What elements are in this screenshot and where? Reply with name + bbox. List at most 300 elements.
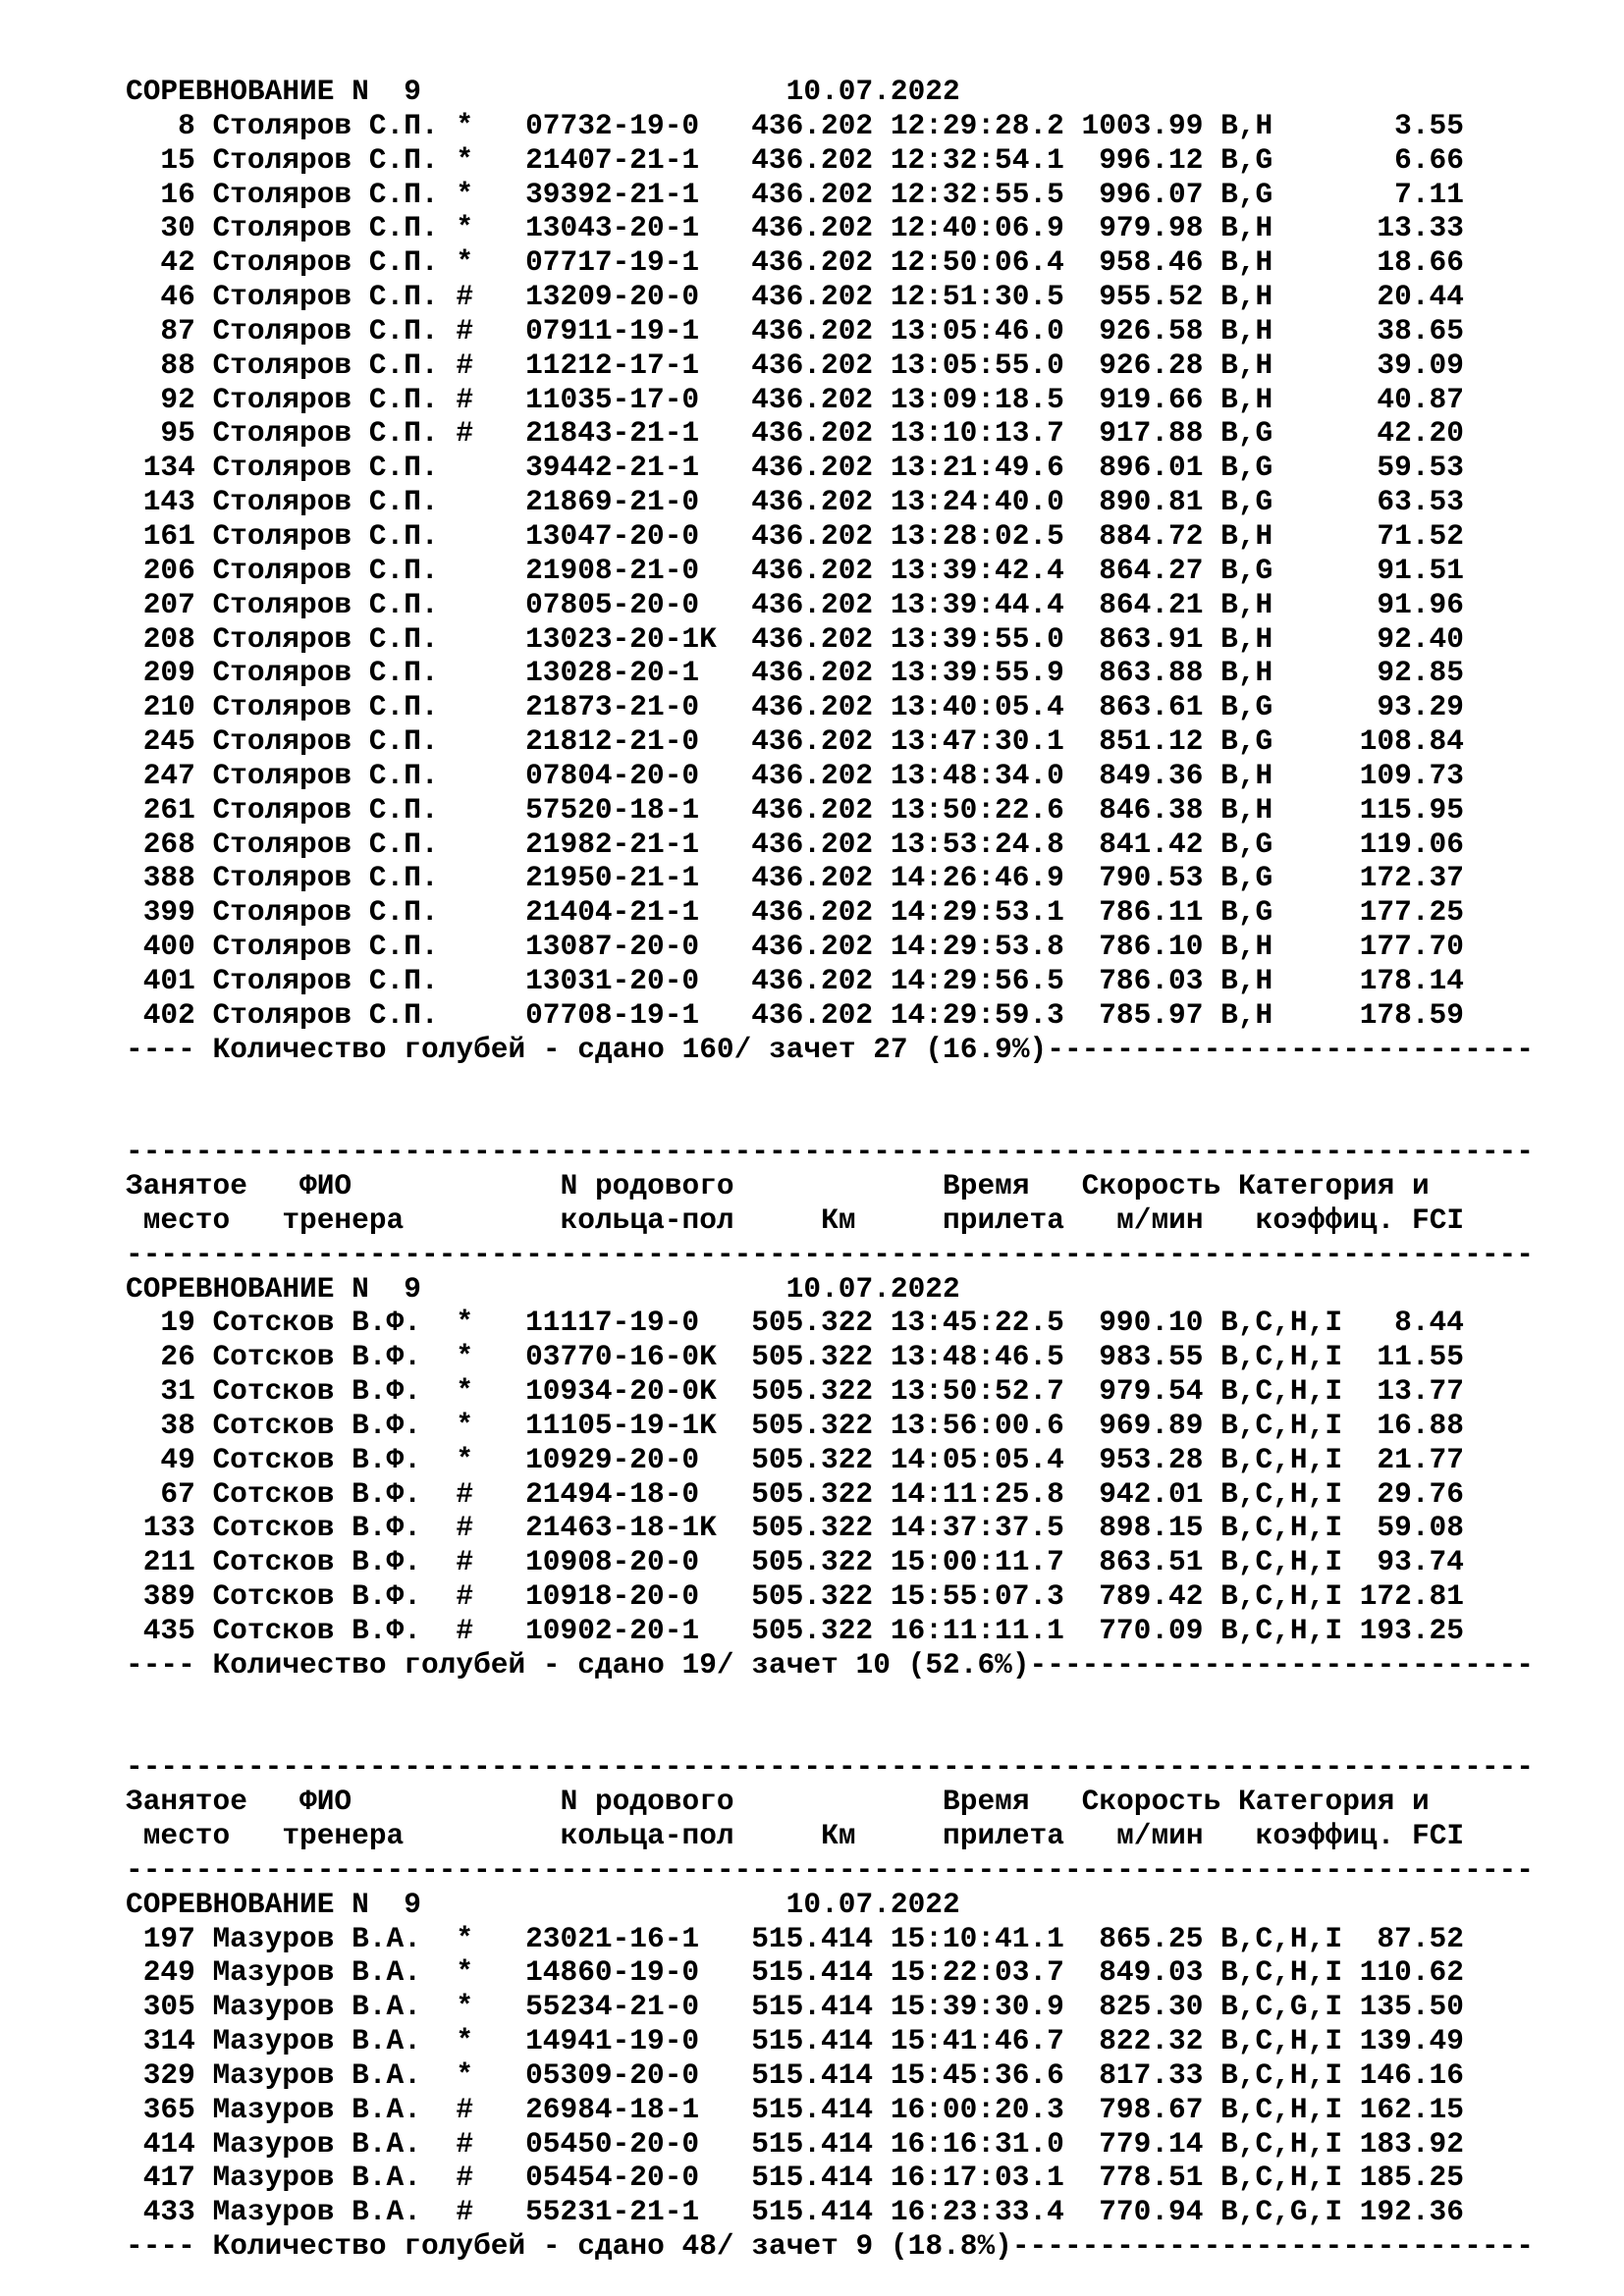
ring-cell: 23021-16-1 (525, 1921, 700, 1955)
speed-cell: 1003.99 (1081, 108, 1204, 142)
speed-cell: 996.07 (1099, 177, 1204, 211)
speed-cell: 863.51 (1099, 1545, 1204, 1579)
spacer (508, 280, 525, 314)
km-cell: 436.202 (751, 142, 874, 177)
mark-cell: * (456, 108, 474, 142)
speed-cell: 896.01 (1099, 451, 1204, 485)
mark-cell: # (456, 1511, 474, 1545)
mark-cell: * (456, 1955, 474, 1990)
time-cell: 13:47:30.1 (890, 724, 1064, 759)
result-row (126, 1922, 1598, 1956)
spacer (508, 1955, 525, 1990)
mark-cell: # (456, 2092, 474, 2126)
time-cell: 16:11:11.1 (890, 1613, 1064, 1647)
name-cell: Столяров С.П. (212, 485, 439, 519)
spacer (1203, 178, 1220, 212)
km-cell: 436.202 (751, 656, 874, 690)
result-row (126, 1374, 1598, 1409)
ring-cell: 07805-20-0 (525, 587, 700, 621)
category-cell: B,H (1220, 245, 1273, 280)
spacer (508, 554, 525, 588)
place-cell: 49 (160, 1442, 195, 1476)
spacer (1203, 1477, 1220, 1512)
speed-cell: 849.36 (1099, 758, 1204, 792)
spacer (508, 314, 525, 348)
spacer (195, 622, 213, 657)
spacer (195, 416, 213, 451)
name-cell: Столяров С.П. (212, 930, 439, 964)
spacer (508, 861, 525, 895)
time-cell: 15:10:41.1 (890, 1921, 1064, 1955)
km-cell: 436.202 (751, 895, 874, 930)
spacer (873, 383, 891, 417)
result-row (126, 280, 1598, 314)
speed-cell: 958.46 (1099, 245, 1204, 280)
name-cell: Столяров С.П. (212, 108, 439, 142)
km-cell: 505.322 (751, 1374, 874, 1409)
spacer (508, 1579, 525, 1614)
spacer (873, 588, 891, 622)
fci-cell: 16.88 (1377, 1408, 1464, 1442)
place-cell: 95 (160, 416, 195, 451)
time-cell: 13:53:24.8 (890, 827, 1064, 861)
category-cell: B,C,G,I (1220, 1990, 1343, 2024)
category-cell: B,C,H,I (1220, 2161, 1343, 2195)
section-gap (126, 1717, 1598, 1751)
name-cell: Столяров С.П. (212, 416, 439, 451)
km-cell: 515.414 (751, 1990, 874, 2024)
fci-cell: 178.59 (1359, 997, 1464, 1032)
category-cell: B,C,H,I (1220, 1511, 1343, 1545)
km-cell: 436.202 (751, 587, 874, 621)
speed-cell: 849.03 (1099, 1955, 1204, 1990)
place-cell: 206 (142, 553, 195, 587)
spacer (1203, 451, 1220, 485)
spacer (195, 211, 213, 245)
place-cell: 401 (142, 963, 195, 997)
speed-cell: 786.11 (1099, 895, 1204, 930)
time-cell: 16:17:03.1 (890, 2161, 1064, 2195)
mark-cell: * (456, 1374, 474, 1409)
speed-cell: 863.61 (1099, 690, 1204, 724)
time-cell: 12:40:06.9 (890, 211, 1064, 245)
km-cell: 505.322 (751, 1306, 874, 1340)
speed-cell: 846.38 (1099, 792, 1204, 827)
spacer (195, 1922, 213, 1956)
spacer (421, 75, 786, 109)
mark-cell: * (456, 245, 474, 280)
spacer (873, 554, 891, 588)
spacer (1203, 656, 1220, 690)
spacer (873, 485, 891, 519)
ring-cell: 13047-20-0 (525, 518, 700, 553)
spacer (873, 1545, 891, 1579)
spacer (1203, 622, 1220, 657)
spacer (873, 656, 891, 690)
spacer (508, 1306, 525, 1340)
km-cell: 505.322 (751, 1613, 874, 1647)
name-cell: Сотсков В.Ф. (212, 1408, 421, 1442)
time-cell: 16:23:33.4 (890, 2195, 1064, 2229)
speed-cell: 919.66 (1099, 382, 1204, 416)
result-row (126, 2093, 1598, 2127)
competition-number: 9 (404, 75, 421, 108)
spacer (195, 1545, 213, 1579)
mark-cell: * (456, 142, 474, 177)
spacer (508, 1614, 525, 1648)
ring-cell: 07717-19-1 (525, 245, 700, 280)
mark-cell: # (456, 347, 474, 382)
category-cell: B,H (1220, 382, 1273, 416)
spacer (873, 1340, 891, 1374)
mark-cell: # (456, 313, 474, 347)
spacer (1203, 1579, 1220, 1614)
spacer (508, 519, 525, 554)
mark-cell (456, 828, 508, 862)
mark-cell: # (456, 1476, 474, 1511)
speed-cell: 817.33 (1099, 2057, 1204, 2092)
spacer (508, 1443, 525, 1477)
name-cell: Мазуров В.А. (212, 1990, 421, 2024)
spacer (1203, 2161, 1220, 2195)
speed-cell: 851.12 (1099, 724, 1204, 759)
name-cell: Мазуров В.А. (212, 2024, 421, 2058)
spacer (1203, 211, 1220, 245)
summary-line: ---- Количество голубей - сдано 19/ зачет 10 (52.6%)----------------------------- (126, 1647, 1534, 1682)
fci-cell: 13.77 (1377, 1374, 1464, 1409)
time-cell: 14:29:59.3 (890, 997, 1064, 1032)
category-cell: B,H (1220, 280, 1273, 314)
category-cell: B,C,H,I (1220, 1408, 1343, 1442)
competition-date: 10.07.2022 (785, 75, 960, 108)
result-row (126, 930, 1598, 964)
section-gap (126, 1682, 1598, 1717)
time-cell: 13:39:55.9 (890, 656, 1064, 690)
place-cell: 389 (142, 1579, 195, 1614)
fci-cell: 185.25 (1359, 2161, 1464, 2195)
mark-cell (456, 451, 508, 485)
name-cell: Сотсков В.Ф. (212, 1442, 421, 1476)
spacer (508, 759, 525, 793)
spacer (1203, 109, 1220, 143)
spacer (508, 1545, 525, 1579)
fci-cell: 93.74 (1377, 1545, 1464, 1579)
spacer (873, 1306, 891, 1340)
spacer (508, 2195, 525, 2229)
place-cell: 208 (142, 621, 195, 656)
place-cell: 329 (142, 2057, 195, 2092)
spacer (508, 964, 525, 998)
spacer (195, 1955, 213, 1990)
result-row (126, 759, 1598, 793)
spacer (195, 1340, 213, 1374)
place-cell: 211 (142, 1545, 195, 1579)
speed-cell: 790.53 (1099, 861, 1204, 895)
speed-cell: 785.97 (1099, 997, 1204, 1032)
spacer (195, 1443, 213, 1477)
km-cell: 436.202 (751, 930, 874, 964)
spacer (873, 2024, 891, 2058)
fci-cell: 93.29 (1377, 690, 1464, 724)
ring-cell: 13209-20-0 (525, 280, 700, 314)
km-cell: 436.202 (751, 724, 874, 759)
name-cell: Сотсков В.Ф. (212, 1545, 421, 1579)
spacer (508, 1477, 525, 1512)
result-row (126, 2024, 1598, 2058)
fci-cell: 40.87 (1377, 382, 1464, 416)
ring-cell: 21843-21-1 (525, 416, 700, 451)
result-row (126, 178, 1598, 212)
name-cell: Столяров С.П. (212, 245, 439, 280)
place-cell: 134 (142, 451, 195, 485)
place-cell: 268 (142, 827, 195, 861)
spacer (508, 2161, 525, 2195)
time-cell: 13:05:46.0 (890, 313, 1064, 347)
competition-line (126, 1272, 1598, 1307)
spacer (508, 656, 525, 690)
spacer (508, 793, 525, 828)
speed-cell: 822.32 (1099, 2024, 1204, 2058)
time-cell: 12:51:30.5 (890, 280, 1064, 314)
spacer (195, 2195, 213, 2229)
spacer (1203, 1922, 1220, 1956)
name-cell: Мазуров В.А. (212, 1921, 421, 1955)
spacer (873, 895, 891, 930)
result-row (126, 1511, 1598, 1545)
mark-cell (456, 895, 508, 930)
spacer (195, 793, 213, 828)
spacer (508, 1990, 525, 2024)
place-cell: 261 (142, 792, 195, 827)
speed-cell: 841.42 (1099, 827, 1204, 861)
fci-cell: 109.73 (1359, 758, 1464, 792)
category-cell: B,G (1220, 177, 1273, 211)
name-cell: Мазуров В.А. (212, 2195, 421, 2229)
name-cell: Мазуров В.А. (212, 2126, 421, 2161)
result-row (126, 588, 1598, 622)
fci-cell: 110.62 (1359, 1955, 1464, 1990)
fci-cell: 183.92 (1359, 2126, 1464, 2161)
spacer (195, 828, 213, 862)
spacer (508, 383, 525, 417)
spacer (873, 759, 891, 793)
spacer (195, 759, 213, 793)
fci-cell: 193.25 (1359, 1613, 1464, 1647)
fci-cell: 92.40 (1377, 621, 1464, 656)
km-cell: 515.414 (751, 2126, 874, 2161)
spacer (195, 861, 213, 895)
ring-cell: 07804-20-0 (525, 758, 700, 792)
speed-cell: 786.10 (1099, 930, 1204, 964)
km-cell: 505.322 (751, 1442, 874, 1476)
place-cell: 31 (160, 1374, 195, 1409)
fci-cell: 177.25 (1359, 895, 1464, 930)
spacer (508, 1922, 525, 1956)
name-cell: Столяров С.П. (212, 997, 439, 1032)
result-row (126, 690, 1598, 724)
spacer (195, 143, 213, 178)
spacer (1203, 759, 1220, 793)
time-cell: 15:00:11.7 (890, 1545, 1064, 1579)
fci-cell: 177.70 (1359, 930, 1464, 964)
category-cell: B,G (1220, 895, 1273, 930)
time-cell: 14:37:37.5 (890, 1511, 1064, 1545)
spacer (195, 1579, 213, 1614)
result-row (126, 622, 1598, 657)
mark-cell: * (456, 1306, 474, 1340)
time-cell: 14:29:56.5 (890, 963, 1064, 997)
place-cell: 305 (142, 1990, 195, 2024)
spacer (508, 1374, 525, 1409)
spacer (873, 2195, 891, 2229)
name-cell: Столяров С.П. (212, 587, 439, 621)
time-cell: 14:05:05.4 (890, 1442, 1064, 1476)
category-cell: B,G (1220, 142, 1273, 177)
time-cell: 12:32:54.1 (890, 142, 1064, 177)
spacer (873, 1922, 891, 1956)
mark-cell: * (456, 1408, 474, 1442)
fci-cell: 162.15 (1359, 2092, 1464, 2126)
rule-line: --------------------------------------------------------------------------------- (126, 1135, 1534, 1169)
fci-cell: 11.55 (1377, 1340, 1464, 1374)
time-cell: 12:32:55.5 (890, 177, 1064, 211)
category-cell: B,H (1220, 347, 1273, 382)
spacer (1203, 1955, 1220, 1990)
spacer (195, 178, 213, 212)
spacer (873, 314, 891, 348)
km-cell: 436.202 (751, 416, 874, 451)
fci-cell: 172.37 (1359, 861, 1464, 895)
ring-cell: 10918-20-0 (525, 1579, 700, 1614)
place-cell: 92 (160, 382, 195, 416)
mark-cell (456, 622, 508, 657)
ring-cell: 14941-19-0 (525, 2024, 700, 2058)
spacer (195, 2127, 213, 2162)
place-cell: 314 (142, 2024, 195, 2058)
spacer (195, 280, 213, 314)
spacer (873, 998, 891, 1033)
result-row (126, 828, 1598, 862)
spacer (508, 828, 525, 862)
spacer (1203, 2127, 1220, 2162)
km-cell: 436.202 (751, 451, 874, 485)
mark-cell: * (456, 2024, 474, 2058)
category-cell: B,H (1220, 997, 1273, 1032)
spacer (508, 690, 525, 724)
place-cell: 87 (160, 313, 195, 347)
spacer (1203, 1409, 1220, 1443)
spacer (873, 1579, 891, 1614)
category-cell: B,C,H,I (1220, 1306, 1343, 1340)
mark-cell: * (456, 177, 474, 211)
name-cell: Столяров С.П. (212, 827, 439, 861)
spacer (873, 211, 891, 245)
spacer (873, 143, 891, 178)
spacer (508, 451, 525, 485)
result-row (126, 2195, 1598, 2229)
spacer (1203, 793, 1220, 828)
result-row (126, 1443, 1598, 1477)
km-cell: 436.202 (751, 997, 874, 1032)
spacer (508, 485, 525, 519)
spacer (1203, 998, 1220, 1033)
speed-cell: 778.51 (1099, 2161, 1204, 2195)
name-cell: Столяров С.П. (212, 792, 439, 827)
spacer (873, 828, 891, 862)
spacer (873, 724, 891, 759)
category-cell: B,C,H,I (1220, 2024, 1343, 2058)
category-cell: B,C,H,I (1220, 1476, 1343, 1511)
competition-date: 10.07.2022 (785, 1887, 960, 1921)
result-row (126, 964, 1598, 998)
time-cell: 13:48:34.0 (890, 758, 1064, 792)
spacer (195, 1614, 213, 1648)
spacer (508, 895, 525, 930)
category-cell: B,G (1220, 690, 1273, 724)
name-cell: Сотсков В.Ф. (212, 1340, 421, 1374)
speed-cell: 770.94 (1099, 2195, 1204, 2229)
time-cell: 14:29:53.8 (890, 930, 1064, 964)
name-cell: Столяров С.П. (212, 142, 439, 177)
spacer (873, 109, 891, 143)
ring-cell: 55231-21-1 (525, 2195, 700, 2229)
result-row (126, 1409, 1598, 1443)
ring-cell: 39392-21-1 (525, 177, 700, 211)
category-cell: B,C,H,I (1220, 1374, 1343, 1409)
spacer (195, 964, 213, 998)
name-cell: Столяров С.П. (212, 382, 439, 416)
mark-cell (456, 690, 508, 724)
category-cell: B,H (1220, 758, 1273, 792)
spacer (508, 211, 525, 245)
place-cell: 245 (142, 724, 195, 759)
spacer (195, 2093, 213, 2127)
spacer (195, 314, 213, 348)
results-document (126, 75, 1598, 2264)
mark-cell (456, 759, 508, 793)
place-cell: 30 (160, 211, 195, 245)
speed-cell: 996.12 (1099, 142, 1204, 177)
time-cell: 15:55:07.3 (890, 1579, 1064, 1614)
spacer (873, 1614, 891, 1648)
speed-cell: 926.28 (1099, 347, 1204, 382)
time-cell: 13:39:44.4 (890, 587, 1064, 621)
fci-cell: 146.16 (1359, 2057, 1464, 2092)
spacer (195, 1990, 213, 2024)
ring-cell: 21494-18-0 (525, 1476, 700, 1511)
spacer (1203, 485, 1220, 519)
spacer (1203, 2024, 1220, 2058)
category-cell: B,H (1220, 963, 1273, 997)
time-cell: 13:24:40.0 (890, 485, 1064, 519)
mark-cell: * (456, 1340, 474, 1374)
place-cell: 16 (160, 177, 195, 211)
spacer (508, 245, 525, 280)
result-row (126, 656, 1598, 690)
spacer (1203, 1340, 1220, 1374)
result-row (126, 861, 1598, 895)
ring-cell: 10902-20-1 (525, 1613, 700, 1647)
name-cell: Столяров С.П. (212, 347, 439, 382)
place-cell: 38 (160, 1408, 195, 1442)
speed-cell: 953.28 (1099, 1442, 1204, 1476)
place-cell: 400 (142, 930, 195, 964)
ring-cell: 26984-18-1 (525, 2092, 700, 2126)
fci-cell: 87.52 (1377, 1921, 1464, 1955)
ring-cell: 10929-20-0 (525, 1442, 700, 1476)
speed-cell: 983.55 (1099, 1340, 1204, 1374)
spacer (508, 416, 525, 451)
